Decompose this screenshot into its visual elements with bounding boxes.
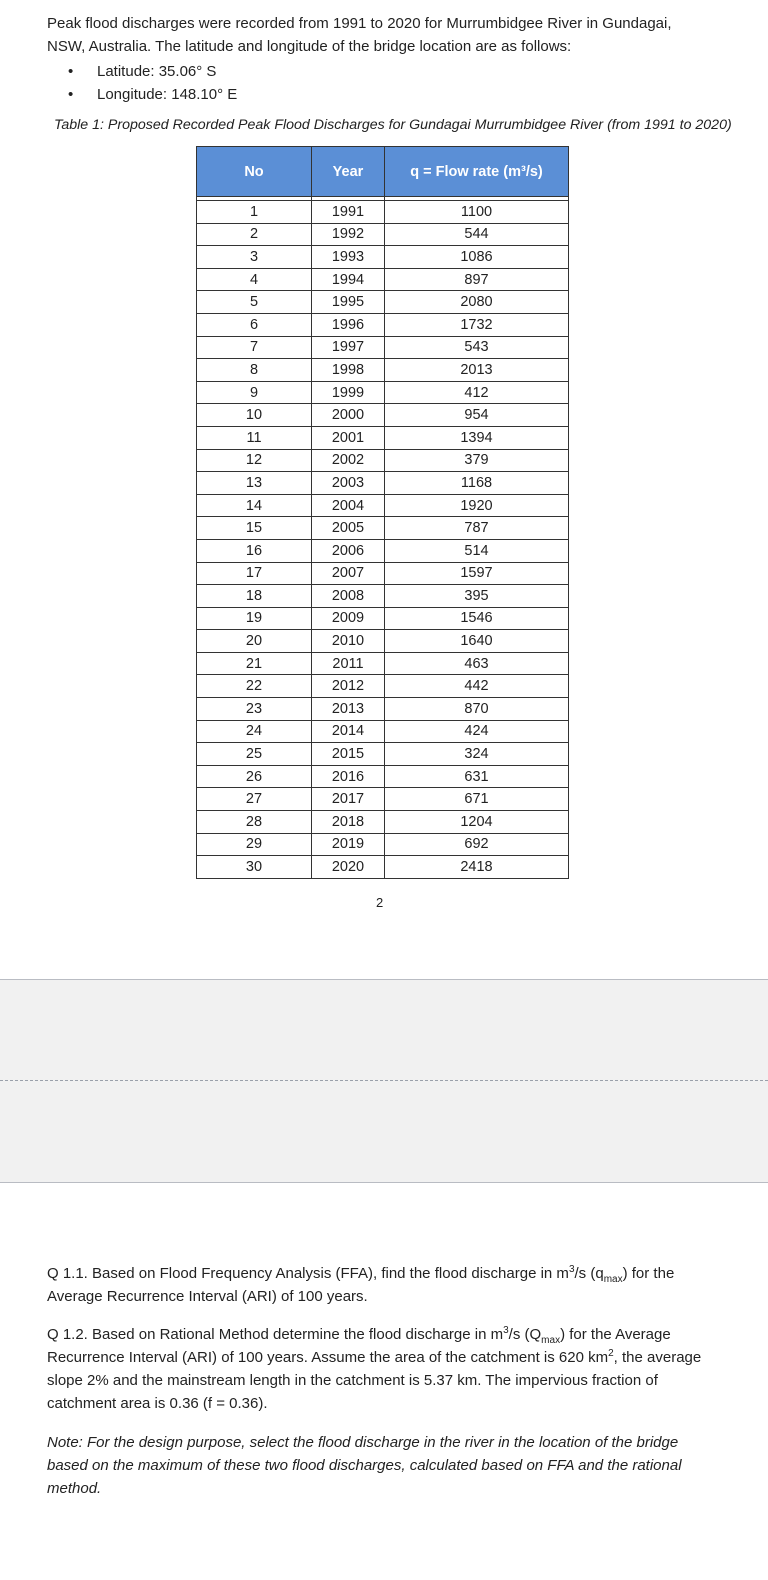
cell-no: 8 [197, 359, 312, 382]
q11-sup: 3 [568, 1264, 575, 1275]
page-break-gap [0, 979, 768, 1183]
table-row [197, 472, 569, 495]
table-row [197, 562, 569, 585]
cell-flow-rate: 412 [385, 381, 569, 404]
cell-no: 24 [197, 720, 312, 743]
cell-year: 2001 [312, 426, 385, 449]
cell-year: 2008 [312, 585, 385, 608]
cell-flow-rate: 631 [385, 765, 569, 788]
cell-no: 4 [197, 268, 312, 291]
cell-no: 15 [197, 517, 312, 540]
cell-flow-rate: 442 [385, 675, 569, 698]
cell-year: 2006 [312, 539, 385, 562]
table-header-row [197, 147, 569, 197]
cell-no: 22 [197, 675, 312, 698]
header-flow-rate: q = Flow rate (m³/s) [385, 147, 569, 197]
cell-no: 14 [197, 494, 312, 517]
cell-no: 6 [197, 313, 312, 336]
cell-flow-rate: 897 [385, 268, 569, 291]
cell-year: 2005 [312, 517, 385, 540]
cell-no: 30 [197, 856, 312, 879]
cell-year: 2014 [312, 720, 385, 743]
table-row [197, 788, 569, 811]
table-row [197, 585, 569, 608]
cell-year: 2020 [312, 856, 385, 879]
q11-prefix: Q 1.1. Based on Flood Frequency Analysis (FFA), find the flood discharge in m [47, 1265, 569, 1282]
cell-flow-rate: 692 [385, 833, 569, 856]
cell-flow-rate: 1920 [385, 494, 569, 517]
cell-flow-rate: 463 [385, 652, 569, 675]
design-note: Note: For the design purpose, select the flood discharge in the river in the location of the bridge based on the maximum of these two flood discharges, calculated based on FFA and the rational method. [47, 1434, 682, 1497]
cell-no: 7 [197, 336, 312, 359]
cell-year: 2000 [312, 404, 385, 427]
cell-no: 13 [197, 472, 312, 495]
cell-no: 9 [197, 381, 312, 404]
cell-year: 1993 [312, 246, 385, 269]
cell-year: 2007 [312, 562, 385, 585]
cell-flow-rate: 1732 [385, 313, 569, 336]
table-row [197, 201, 569, 224]
table-caption: Table 1: Proposed Recorded Peak Flood Discharges for Gundagai Murrumbidgee River (from 1991 to 2020) [54, 117, 732, 133]
table-row [197, 313, 569, 336]
cell-year: 2009 [312, 607, 385, 630]
cell-year: 2013 [312, 698, 385, 721]
cell-no: 21 [197, 652, 312, 675]
page-break-line [0, 1080, 768, 1081]
cell-flow-rate: 2080 [385, 291, 569, 314]
cropped-previous-line [48, 0, 708, 3]
cell-year: 2003 [312, 472, 385, 495]
cell-flow-rate: 424 [385, 720, 569, 743]
cell-no: 1 [197, 201, 312, 224]
cell-year: 1992 [312, 223, 385, 246]
cell-flow-rate: 1546 [385, 607, 569, 630]
cell-year: 2002 [312, 449, 385, 472]
cell-year: 1991 [312, 201, 385, 224]
cell-year: 2017 [312, 788, 385, 811]
cell-no: 3 [197, 246, 312, 269]
coordinates-list [68, 60, 237, 106]
table-row [197, 675, 569, 698]
q11-sub: max [603, 1274, 623, 1285]
cell-flow-rate: 395 [385, 585, 569, 608]
q12-middle: ) for the Average Recurrence Interval (ARI) of 100 years. Assume the area of the catchment is 620 km [47, 1326, 671, 1366]
cell-year: 1994 [312, 268, 385, 291]
q12-suffix: , the average slope 2% and the mainstream length in the catchment is 5.37 km. The impervious fraction of catchment area is 0.36 (f = 0.36). [47, 1349, 702, 1412]
q12-mid: /s (Q [508, 1326, 542, 1343]
table-row [197, 449, 569, 472]
cell-flow-rate: 2013 [385, 359, 569, 382]
q11-mid: /s (q [574, 1265, 604, 1282]
table-row [197, 517, 569, 540]
cell-no: 2 [197, 223, 312, 246]
cell-flow-rate: 787 [385, 517, 569, 540]
table-row [197, 607, 569, 630]
table-row [197, 743, 569, 766]
cell-flow-rate: 870 [385, 698, 569, 721]
cell-no: 5 [197, 291, 312, 314]
cell-flow-rate: 1204 [385, 811, 569, 834]
table-row [197, 404, 569, 427]
cell-flow-rate: 379 [385, 449, 569, 472]
cell-no: 17 [197, 562, 312, 585]
table-row [197, 494, 569, 517]
cell-no: 25 [197, 743, 312, 766]
q12-sub: max [541, 1335, 561, 1346]
table-row [197, 630, 569, 653]
cell-flow-rate: 1086 [385, 246, 569, 269]
cell-year: 1998 [312, 359, 385, 382]
flood-discharge-table [196, 146, 569, 879]
cell-flow-rate: 324 [385, 743, 569, 766]
cell-no: 19 [197, 607, 312, 630]
cell-flow-rate: 543 [385, 336, 569, 359]
cell-no: 26 [197, 765, 312, 788]
cell-no: 18 [197, 585, 312, 608]
cell-flow-rate: 954 [385, 404, 569, 427]
cell-year: 2016 [312, 765, 385, 788]
table-row [197, 765, 569, 788]
header-year: Year [312, 147, 385, 197]
cell-no: 29 [197, 833, 312, 856]
table-row [197, 336, 569, 359]
q12-sup2: 2 [608, 1348, 614, 1359]
question-1-1 [47, 1262, 717, 1308]
table-row [197, 426, 569, 449]
cell-year: 2004 [312, 494, 385, 517]
cell-year: 2010 [312, 630, 385, 653]
table-row [197, 246, 569, 269]
table-row [197, 856, 569, 879]
cell-flow-rate: 514 [385, 539, 569, 562]
cell-flow-rate: 1640 [385, 630, 569, 653]
table-row [197, 698, 569, 721]
cell-no: 23 [197, 698, 312, 721]
cell-no: 10 [197, 404, 312, 427]
q12-sup: 3 [503, 1325, 509, 1336]
cell-no: 28 [197, 811, 312, 834]
cell-no: 12 [197, 449, 312, 472]
cell-flow-rate: 1168 [385, 472, 569, 495]
table-row [197, 381, 569, 404]
table-row [197, 359, 569, 382]
cell-no: 20 [197, 630, 312, 653]
table-row [197, 539, 569, 562]
cell-year: 2012 [312, 675, 385, 698]
table-row [197, 833, 569, 856]
q11-suffix: ) for the Average Recurrence Interval (ARI) of 100 years. [47, 1265, 675, 1305]
cell-flow-rate: 1394 [385, 426, 569, 449]
question-1-2 [47, 1323, 719, 1415]
q12-prefix: Q 1.2. Based on Rational Method determine the flood discharge in m [47, 1326, 504, 1343]
cell-year: 2018 [312, 811, 385, 834]
table-row [197, 268, 569, 291]
intro-paragraph: Peak flood discharges were recorded from 1991 to 2020 for Murrumbidgee River in Gundagai, NSW, Australia. The latitude and longitude of the bridge location are as follows: [47, 15, 672, 55]
table-row [197, 811, 569, 834]
cell-flow-rate: 2418 [385, 856, 569, 879]
cell-no: 27 [197, 788, 312, 811]
cell-no: 16 [197, 539, 312, 562]
cell-year: 1996 [312, 313, 385, 336]
table-body [197, 197, 569, 879]
latitude-item: • Latitude: 35.06° S [68, 60, 237, 83]
longitude-item: • Longitude: 148.10° E [68, 83, 237, 106]
cell-no: 11 [197, 426, 312, 449]
cell-year: 2019 [312, 833, 385, 856]
cell-year: 2015 [312, 743, 385, 766]
page-number: 2 [376, 895, 384, 910]
table-row [197, 720, 569, 743]
cell-flow-rate: 544 [385, 223, 569, 246]
cell-flow-rate: 1597 [385, 562, 569, 585]
cell-year: 2011 [312, 652, 385, 675]
cell-year: 1995 [312, 291, 385, 314]
table-row [197, 291, 569, 314]
table-row [197, 223, 569, 246]
table-row [197, 652, 569, 675]
cell-flow-rate: 671 [385, 788, 569, 811]
cell-flow-rate: 1100 [385, 201, 569, 224]
cell-year: 1997 [312, 336, 385, 359]
header-no: No [197, 147, 312, 197]
cell-year: 1999 [312, 381, 385, 404]
